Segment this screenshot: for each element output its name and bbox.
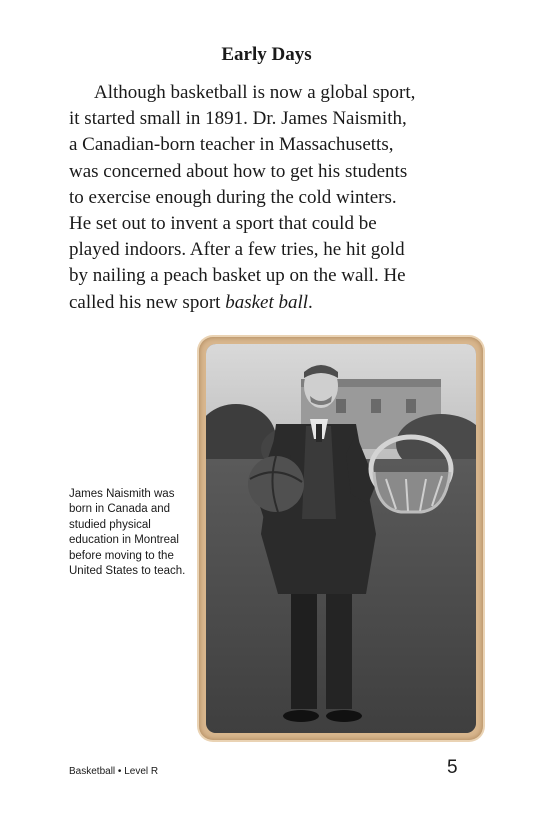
caption-line: before moving to the xyxy=(69,549,174,562)
caption-line: born in Canada and xyxy=(69,503,171,516)
sport-name-italic: basket ball xyxy=(225,291,309,313)
caption-line: United States to teach. xyxy=(69,565,186,578)
paragraph-line: it started small in 1891. Dr. James Naismith, xyxy=(69,108,407,130)
naismith-photo xyxy=(206,344,476,733)
paragraph-line: He set out to invent a sport that could be xyxy=(69,213,377,235)
photo-frame xyxy=(199,337,483,740)
caption-line: education in Montreal xyxy=(69,534,179,547)
naismith-photo-illustration xyxy=(206,344,476,733)
paragraph-line: by nailing a peach basket up on the wall. He xyxy=(69,265,406,287)
last-line-suffix: . xyxy=(308,291,313,313)
page-number: 5 xyxy=(447,757,458,778)
paragraph-line: played indoors. After a few tries, he hit gold xyxy=(69,239,405,261)
paragraph-line: was concerned about how to get his students xyxy=(69,160,408,182)
body-paragraph xyxy=(69,80,469,316)
paragraph-line: a Canadian-born teacher in Massachusetts, xyxy=(69,134,394,156)
photo-caption xyxy=(69,487,199,579)
section-heading: Early Days xyxy=(221,44,312,65)
paragraph-last-line xyxy=(69,290,469,316)
paragraph-line: Although basketball is now a global sport, xyxy=(94,82,416,103)
caption-line: studied physical xyxy=(69,518,151,531)
last-line-prefix: called his new sport xyxy=(69,291,226,313)
paragraph-line: to exercise enough during the cold winters. xyxy=(69,186,397,208)
footer-book-label: Basketball • Level R xyxy=(69,766,159,777)
caption-line: James Naismith was xyxy=(69,488,175,500)
